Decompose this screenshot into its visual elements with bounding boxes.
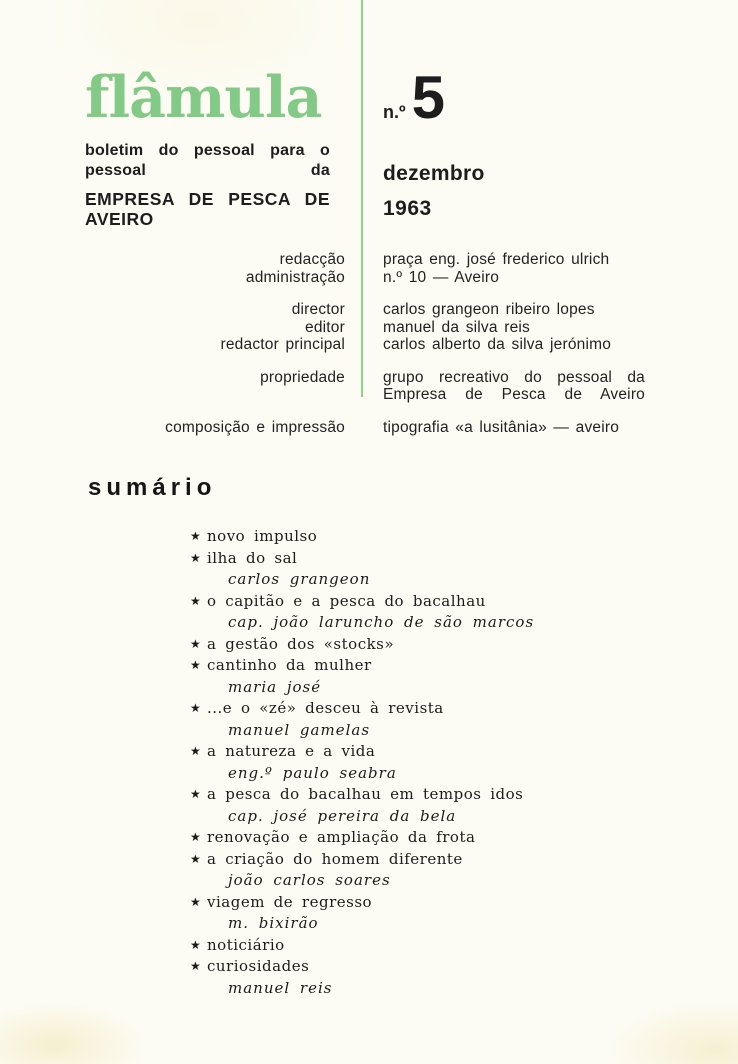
toc-item-author: cap. josé pereira da bela [228,806,457,825]
toc-item-title: a natureza e a vida [207,742,376,760]
credit-value: Empresa de Pesca de Aveiro [383,386,645,403]
toc-item-title: noticiário [207,935,285,954]
masthead [0,0,738,229]
toc-item-title: ilha do sal [207,548,298,567]
credit-labels [0,301,362,354]
credit-label: propriedade [260,368,345,386]
toc-item [190,634,738,656]
toc-item-title: renovação e ampliação da frota [207,828,476,846]
table-of-contents [190,526,738,999]
summary-section [0,474,738,999]
credit-label: editor [305,318,345,336]
credit-values [362,301,645,354]
toc-item-author: cap. joão laruncho de são marcos [228,613,535,631]
star-icon: ★ [190,830,202,844]
credit-row [0,369,738,404]
issue-year: 1963 [383,197,432,220]
star-icon: ★ [190,851,202,866]
toc-item-title: novo impulso [207,527,318,545]
credit-value: tipografia «a lusitânia» — aveiro [383,418,620,436]
star-icon: ★ [190,658,202,672]
credit-label: composição e impressão [165,418,345,436]
star-icon: ★ [190,744,202,758]
toc-item-title: o capitão e a pesca do bacalhau [207,591,486,610]
toc-item [190,741,738,784]
toc-item-title: viagem de regresso [207,892,373,911]
magazine-tagline: boletim do pessoal para o pessoal da [85,142,330,179]
toc-item-author: carlos grangeon [228,570,371,588]
toc-item [190,935,738,957]
star-icon: ★ [190,550,202,565]
credit-values [362,251,645,286]
toc-item-author: eng.º paulo seabra [228,763,397,782]
toc-item-title: a pesca do bacalhau em tempos idos [207,785,524,803]
credit-row [0,251,738,286]
toc-item-author: manuel reis [228,978,333,997]
credit-labels [0,419,362,437]
credit-value: carlos alberto da silva jerónimo [383,336,612,353]
issue-number-label: n.º [383,102,406,122]
credit-row [0,301,738,354]
credit-values [362,369,645,404]
issue-number-value: 5 [411,64,445,131]
toc-item-title: ...e o «zé» desceu à revista [207,699,444,717]
credit-value: carlos grangeon ribeiro lopes [383,301,595,318]
star-icon: ★ [190,636,202,651]
star-icon: ★ [190,593,202,608]
toc-item-title: a gestão dos «stocks» [207,634,395,653]
credit-value: n.º 10 — Aveiro [383,268,500,286]
star-icon: ★ [190,959,202,973]
masthead-left-column [85,62,330,229]
star-icon: ★ [190,937,202,952]
company-name: EMPRESA DE PESCA DE AVEIRO [85,189,330,229]
credit-value: manuel da silva reis [383,318,530,336]
toc-item-author: maria josé [228,677,322,696]
summary-heading: sumário [88,474,217,501]
toc-item [190,784,738,827]
credit-label: administração [245,268,345,286]
toc-item [190,849,738,892]
star-icon: ★ [190,894,202,909]
toc-item-title: cantinho da mulher [207,656,372,674]
toc-item [190,698,738,741]
toc-item [190,655,738,698]
credit-labels [0,251,362,286]
toc-item [190,892,738,935]
magazine-title: flâmula [85,64,322,131]
toc-item-title: a criação do homem diferente [207,849,463,868]
star-icon: ★ [190,529,202,543]
credit-value: praça eng. josé frederico ulrich [383,251,610,268]
masthead-right-column [362,62,738,229]
issue-number-line [383,62,738,150]
star-icon: ★ [190,701,202,715]
credit-label: redactor principal [220,336,345,353]
toc-item [190,827,738,849]
toc-item-author: joão carlos soares [228,871,391,889]
credit-labels [0,369,362,404]
toc-item-author: m. bixirão [228,914,319,932]
credit-row [0,419,738,437]
credit-label: director [291,301,345,318]
vertical-divider-line [361,0,363,397]
toc-item [190,591,738,634]
issue-month: dezembro [383,162,485,185]
credit-label: redacção [279,251,345,268]
credit-value: grupo recreativo do pessoal da [383,368,645,386]
toc-item [190,548,738,591]
star-icon: ★ [190,787,202,801]
toc-item-title: curiosidades [207,957,310,975]
credits-block [0,251,738,436]
toc-item [190,956,738,999]
credit-values [362,419,645,437]
toc-item [190,526,738,548]
toc-item-author: manuel gamelas [228,720,371,739]
